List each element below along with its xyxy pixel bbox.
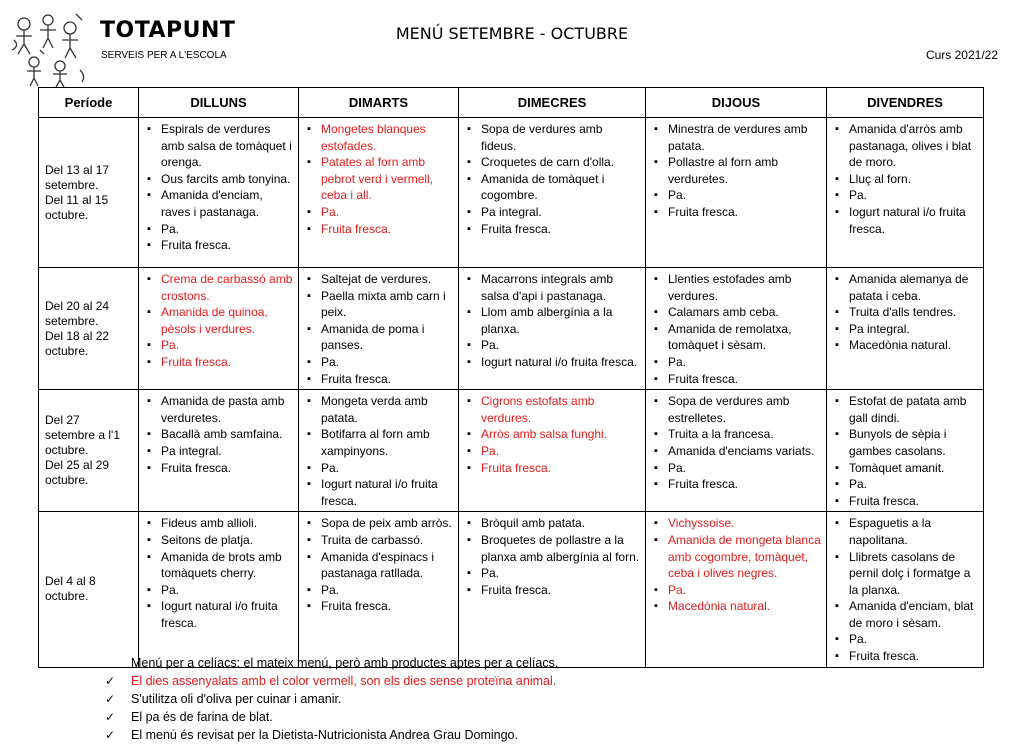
dish-item: ▪ Amanida d'enciam, raves i pastanaga. <box>145 187 294 220</box>
dish-list <box>465 121 641 237</box>
day-cell-thursday <box>646 118 827 268</box>
dish-item: ▪ Fruita fresca. <box>465 221 641 238</box>
dish-item: ▪ Estofat de patata amb gall dindi. <box>833 393 979 426</box>
week-row <box>39 268 984 390</box>
dish-item: ▪ Pa. <box>652 354 822 371</box>
day-cell-thursday <box>646 512 827 667</box>
day-cell-friday <box>827 268 984 390</box>
kids-drawing-logo <box>10 10 88 88</box>
dish-item: ▪ Macedònia natural. <box>833 337 979 354</box>
dish-item: ▪ Iogurt natural i/o fruita fresca. <box>833 204 979 237</box>
dish-item: ▪ Amanida de quinoa, pèsols i verdures. <box>145 304 294 337</box>
brand-subtitle: SERVEIS PER A L'ESCOLA <box>101 50 227 61</box>
dish-item: ▪ Patates al forn amb pebrot verd i vermell, ceba i all. <box>305 154 454 204</box>
dish-item: ▪ Pollastre al forn amb verduretes. <box>652 154 822 187</box>
dish-item: ▪ Amanida d'enciams variats. <box>652 443 822 460</box>
dish-list <box>833 121 979 237</box>
period-line: octubre. <box>45 207 89 222</box>
note-text: El pa és de farina de blat. <box>131 710 273 724</box>
dish-item: ▪ Fruita fresca. <box>833 648 979 665</box>
day-cell-friday <box>827 118 984 268</box>
dish-item: ▪ Pa. <box>465 565 641 582</box>
dish-list <box>305 393 454 509</box>
period-line: Del 4 al 8 <box>45 574 96 589</box>
dish-list <box>145 271 294 371</box>
period-line: octubre. <box>45 473 89 488</box>
dish-item: ▪ Fruita fresca. <box>833 493 979 510</box>
header-monday: DILLUNS <box>139 88 299 118</box>
dish-list <box>465 393 641 476</box>
dish-item: ▪ Pa. <box>145 221 294 238</box>
dish-item: ▪ Arròs amb salsa funghi. <box>465 426 641 443</box>
checkmark-icon: ✓ <box>105 710 116 724</box>
dish-item: ▪ Amanida d'enciam, blat de moro i sèsam. <box>833 598 979 631</box>
dish-item: ▪ Mongeta verda amb patata. <box>305 393 454 426</box>
dish-item: ▪ Tomàquet amanit. <box>833 460 979 477</box>
period-cell <box>39 268 139 390</box>
dish-item: ▪ Espaguetis a la napolitana. <box>833 515 979 548</box>
table-header-row <box>39 88 984 118</box>
course-year: Curs 2021/22 <box>925 48 998 62</box>
note-item <box>105 708 558 726</box>
notes-list <box>105 654 558 744</box>
day-cell-monday <box>139 512 299 667</box>
checkmark-icon: ✓ <box>105 728 116 742</box>
header-friday: DIVENDRES <box>827 88 984 118</box>
period-cell <box>39 118 139 268</box>
day-cell-monday <box>139 118 299 268</box>
dish-item: ▪ Amanida de tomàquet i cogombre. <box>465 171 641 204</box>
dish-list <box>833 271 979 354</box>
dish-list <box>305 121 454 237</box>
dish-item: ▪ Mongetes blanques estofades. <box>305 121 454 154</box>
dish-item: ▪ Fruita fresca. <box>652 371 822 388</box>
dish-item: ▪ Amanida de brots amb tomàquets cherry. <box>145 549 294 582</box>
dish-list <box>145 515 294 631</box>
note-text: El dies assenyalats amb el color vermell, son els dies sense proteïna animal. <box>131 674 557 688</box>
period-line: setembre a l'1 <box>45 428 120 443</box>
dish-item: ▪ Fideus amb allioli. <box>145 515 294 532</box>
dish-item: ▪ Llenties estofades amb verdures. <box>652 271 822 304</box>
dish-list <box>652 515 822 615</box>
dish-item: ▪ Croquetes de carn d'olla. <box>465 154 641 171</box>
period-line: Del 13 al 17 <box>45 162 110 177</box>
day-cell-friday <box>827 512 984 667</box>
dish-item: ▪ Pa. <box>652 582 822 599</box>
day-cell-monday <box>139 390 299 512</box>
note-item <box>105 654 558 672</box>
dish-item: ▪ Amanida d'arròs amb pastanaga, olives i blat de moro. <box>833 121 979 171</box>
dish-item: ▪ Crema de carbassó amb crostons. <box>145 271 294 304</box>
dish-item: ▪ Bunyols de sèpia i gambes casolans. <box>833 426 979 459</box>
dish-item: ▪ Fruita fresca. <box>305 598 454 615</box>
period-line: octubre. <box>45 443 89 458</box>
dish-item: ▪ Pa. <box>305 354 454 371</box>
dish-item: ▪ Botifarra al forn amb xampinyons. <box>305 426 454 459</box>
dish-item: ▪ Pa. <box>833 476 979 493</box>
header-wednesday: DIMECRES <box>459 88 646 118</box>
dish-item: ▪ Pa integral. <box>145 443 294 460</box>
dish-item: ▪ Amanida alemanya de patata i ceba. <box>833 271 979 304</box>
dish-item: ▪ Cigrons estofats amb verdures. <box>465 393 641 426</box>
dish-item: ▪ Truita d'alls tendres. <box>833 304 979 321</box>
day-cell-thursday <box>646 390 827 512</box>
week-row <box>39 512 984 667</box>
dish-list <box>652 393 822 493</box>
dish-item: ▪ Espirals de verdures amb salsa de tomàquet i orenga. <box>145 121 294 171</box>
note-text: El menú és revisat per la Dietista-Nutricionista Andrea Grau Domingo. <box>131 728 518 742</box>
dish-list <box>833 393 979 509</box>
period-line: Del 27 <box>45 413 80 428</box>
dish-item: ▪ Macarrons integrals amb salsa d'api i pastanaga. <box>465 271 641 304</box>
dish-item: ▪ Pa. <box>145 337 294 354</box>
dish-item: ▪ Bròquil amb patata. <box>465 515 641 532</box>
menu-table <box>38 87 984 668</box>
dish-list <box>305 515 454 615</box>
note-item <box>105 690 558 708</box>
dish-item: ▪ Minestra de verdures amb patata. <box>652 121 822 154</box>
period-line: setembre. <box>45 313 99 328</box>
dish-item: ▪ Fruita fresca. <box>465 460 641 477</box>
header-period: Període <box>39 88 139 118</box>
dish-item: ▪ Iogurt natural i/o fruita fresca. <box>465 354 641 371</box>
dish-item: ▪ Llom amb albergínia a la planxa. <box>465 304 641 337</box>
day-cell-wednesday <box>459 390 646 512</box>
dish-item: ▪ Fruita fresca. <box>652 476 822 493</box>
dish-item: ▪ Vichyssoise. <box>652 515 822 532</box>
dish-item: ▪ Ous farcits amb tonyina. <box>145 171 294 188</box>
day-cell-wednesday <box>459 118 646 268</box>
dish-item: ▪ Fruita fresca. <box>305 221 454 238</box>
dish-item: ▪ Paella mixta amb carn i peix. <box>305 288 454 321</box>
dish-item: ▪ Pa. <box>652 187 822 204</box>
dish-list <box>465 515 641 598</box>
dish-list <box>652 121 822 221</box>
dish-item: ▪ Fruita fresca. <box>305 371 454 388</box>
dish-item: ▪ Amanida d'espinacs i pastanaga ratllada. <box>305 549 454 582</box>
dish-item: ▪ Macedònia natural. <box>652 598 822 615</box>
dish-list <box>145 121 294 254</box>
dish-item: ▪ Fruita fresca. <box>465 582 641 599</box>
dish-list <box>465 271 641 371</box>
dish-item: ▪ Pa. <box>833 631 979 648</box>
dish-item: ▪ Amanida de poma i panses. <box>305 321 454 354</box>
dish-item: ▪ Broquetes de pollastre a la planxa amb albergínia al forn. <box>465 532 641 565</box>
day-cell-tuesday <box>299 268 459 390</box>
day-cell-wednesday <box>459 512 646 667</box>
brand-name: TOTAPUNT <box>100 18 236 43</box>
day-cell-tuesday <box>299 390 459 512</box>
checkmark-icon: ✓ <box>105 674 116 688</box>
dish-item: ▪ Pa integral. <box>833 321 979 338</box>
dish-list <box>652 271 822 387</box>
dish-item: ▪ Iogurt natural i/o fruita fresca. <box>305 476 454 509</box>
day-cell-wednesday <box>459 268 646 390</box>
dish-list <box>833 515 979 664</box>
dish-list <box>145 393 294 476</box>
dish-item: ▪ Pa. <box>833 187 979 204</box>
dish-item: ▪ Amanida de remolatxa, tomàquet i sèsam. <box>652 321 822 354</box>
dish-list <box>305 271 454 387</box>
dish-item: ▪ Iogurt natural i/o fruita fresca. <box>145 598 294 631</box>
note-item <box>105 726 558 744</box>
period-line: setembre. <box>45 177 99 192</box>
day-cell-tuesday <box>299 118 459 268</box>
header-tuesday: DIMARTS <box>299 88 459 118</box>
dish-item: ▪ Lluç al forn. <box>833 171 979 188</box>
note-text: Menú per a celíacs: el mateix menú, però amb productes aptes per a celíacs. <box>131 656 559 670</box>
dish-item: ▪ Llibrets casolans de pernil dolç i formatge a la planxa. <box>833 549 979 599</box>
dish-item: ▪ Pa. <box>305 582 454 599</box>
dish-item: ▪ Pa. <box>465 443 641 460</box>
dish-item: ▪ Pa integral. <box>465 204 641 221</box>
dish-item: ▪ Sopa de verdures amb estrelletes. <box>652 393 822 426</box>
period-line: Del 25 al 29 <box>45 458 110 473</box>
checkmark-icon: ✓ <box>105 692 116 706</box>
period-line: Del 18 al 22 <box>45 328 110 343</box>
dish-item: ▪ Bacallà amb samfaina. <box>145 426 294 443</box>
period-line: Del 20 al 24 <box>45 298 110 313</box>
page-title: MENÚ SETEMBRE - OCTUBRE <box>395 24 629 43</box>
dish-item: ▪ Seitons de platja. <box>145 532 294 549</box>
dish-item: ▪ Pa. <box>305 204 454 221</box>
dish-item: ▪ Fruita fresca. <box>145 354 294 371</box>
period-line: octubre. <box>45 589 89 604</box>
period-cell <box>39 512 139 667</box>
period-cell <box>39 390 139 512</box>
dish-item: ▪ Amanida de pasta amb verduretes. <box>145 393 294 426</box>
note-item <box>105 672 558 690</box>
dish-item: ▪ Truita de carbassó. <box>305 532 454 549</box>
dish-item: ▪ Pa. <box>652 460 822 477</box>
header-thursday: DIJOUS <box>646 88 827 118</box>
dish-item: ▪ Saltejat de verdures. <box>305 271 454 288</box>
week-row <box>39 118 984 268</box>
dish-item: ▪ Pa. <box>465 337 641 354</box>
day-cell-monday <box>139 268 299 390</box>
week-row <box>39 390 984 512</box>
dish-item: ▪ Sopa de verdures amb fideus. <box>465 121 641 154</box>
period-line: octubre. <box>45 343 89 358</box>
period-line: Del 11 al 15 <box>45 192 109 207</box>
dish-item: ▪ Calamars amb ceba. <box>652 304 822 321</box>
dish-item: ▪ Pa. <box>305 460 454 477</box>
dish-item: ▪ Truita a la francesa. <box>652 426 822 443</box>
day-cell-thursday <box>646 268 827 390</box>
day-cell-tuesday <box>299 512 459 667</box>
dish-item: ▪ Pa. <box>145 582 294 599</box>
note-text: S'utilitza oli d'oliva per cuinar i amanir. <box>131 692 342 706</box>
day-cell-friday <box>827 390 984 512</box>
dish-item: ▪ Sopa de peix amb arròs. <box>305 515 454 532</box>
dish-item: ▪ Fruita fresca. <box>652 204 822 221</box>
dish-item: ▪ Fruita fresca. <box>145 237 294 254</box>
dish-item: ▪ Fruita fresca. <box>145 460 294 477</box>
dish-item: ▪ Amanida de mongeta blanca amb cogombre, tomàquet, ceba i olives negres. <box>652 532 822 582</box>
